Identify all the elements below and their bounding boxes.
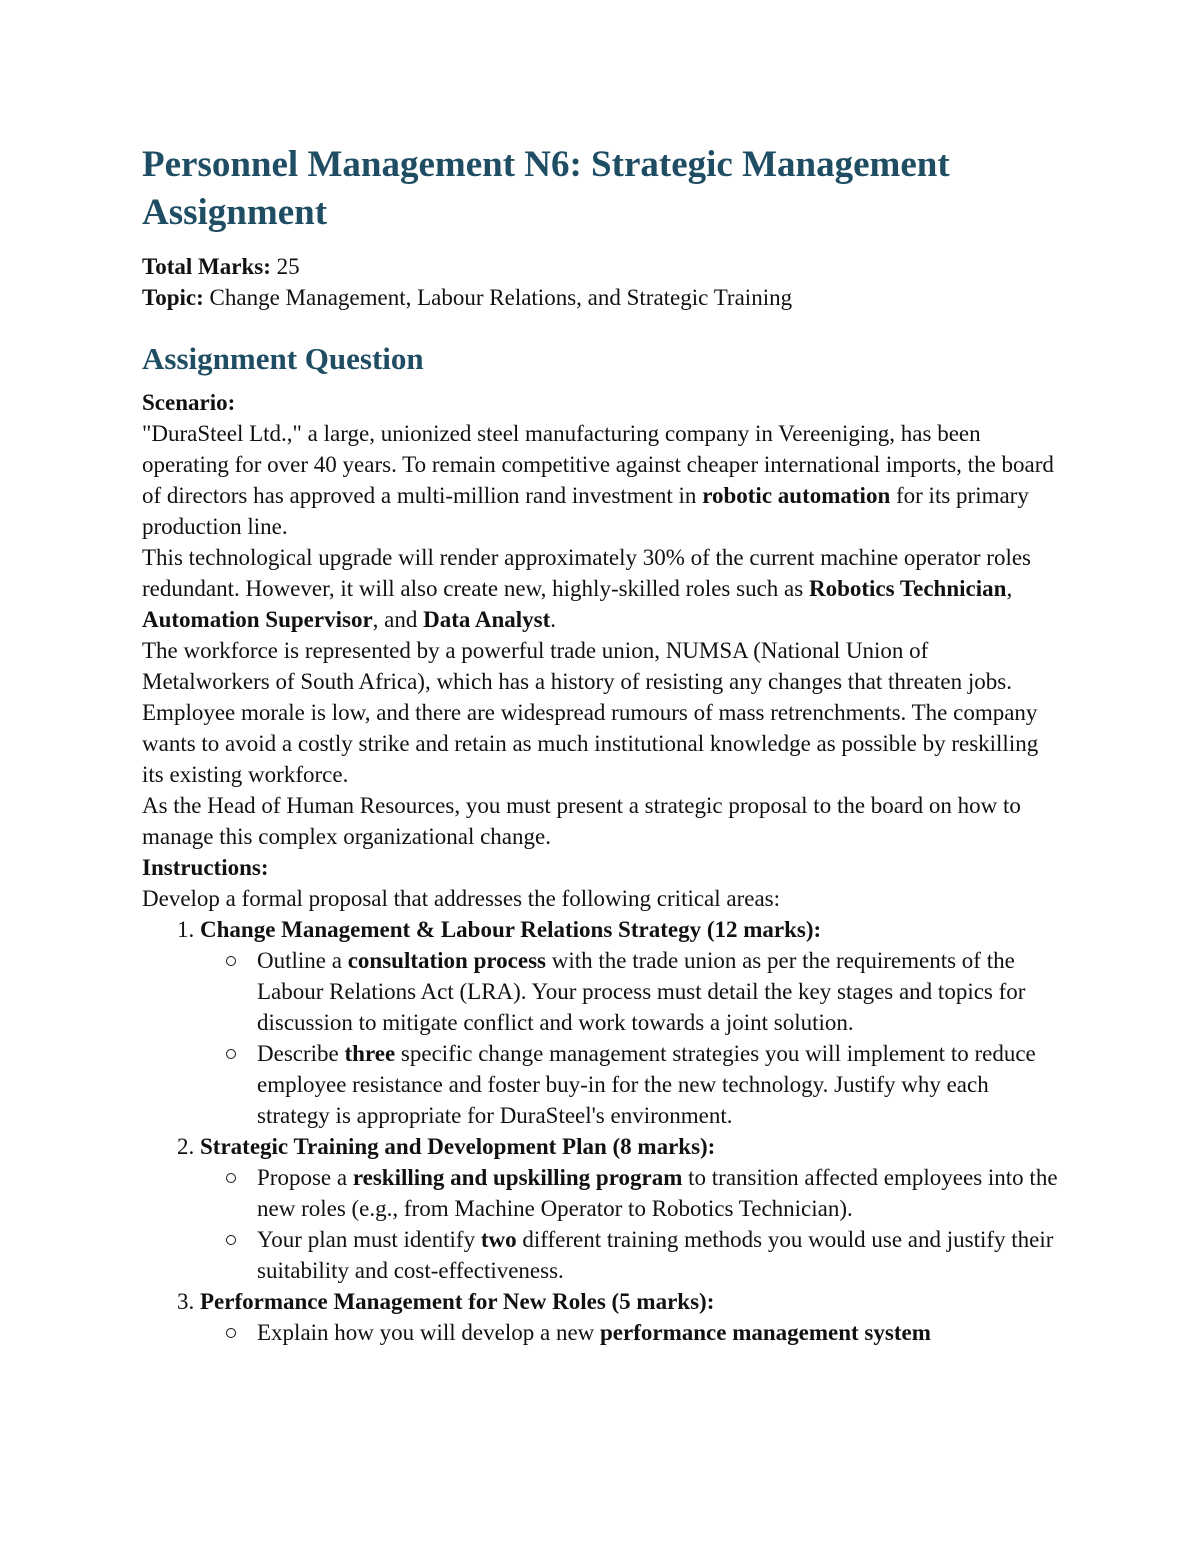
scenario-label: Scenario: — [142, 390, 236, 415]
sub-list-item — [257, 1038, 1060, 1131]
scenario-paragraph-4: As the Head of Human Resources, you must present a strategic proposal to the board on how to manage this complex organizational change. — [142, 793, 1021, 849]
bullet-text-a: Outline a — [257, 948, 348, 973]
scenario-paragraph-3: The workforce is represented by a powerful trade union, NUMSA (National Union of Metalworkers of South Africa), which has a history of resisting any changes that threaten jobs. Employee morale is low, and there are widespread rumours of mass retrenchments. The company wants to avoid a costly strike and retain as much institutional knowledge as possible by reskilling its existing workforce. — [142, 638, 1039, 787]
bullet-bold: three — [344, 1041, 396, 1066]
bullet-text-a: Propose a — [257, 1165, 353, 1190]
scenario-p2-sep-1: , — [1006, 576, 1013, 601]
sub-list — [200, 945, 1060, 1131]
sub-list-item — [257, 1317, 1060, 1348]
scenario-paragraph-2 — [142, 542, 1060, 635]
list-item — [200, 1286, 1060, 1348]
sub-list — [200, 1162, 1060, 1286]
instructions-list — [142, 914, 1060, 1348]
scenario-paragraph-1 — [142, 418, 1060, 542]
scenario-p2-role-3: Data Analyst — [423, 607, 551, 632]
bullet-text-b: with the trade union as per the requirements of the Labour Relations Act (LRA). Your process must detail the key stages and topics for discussion to mitigate conflict and work towards a joint solution. — [257, 948, 1026, 1035]
bullet-bold: consultation process — [347, 948, 546, 973]
section-heading: Assignment Question — [142, 341, 424, 376]
item-title: Change Management & Labour Relations Strategy (12 marks): — [200, 917, 822, 942]
list-item — [200, 914, 1060, 1131]
instructions-label: Instructions: — [142, 855, 269, 880]
list-item — [200, 1131, 1060, 1286]
sub-list-item — [257, 1224, 1060, 1286]
item-title: Performance Management for New Roles (5 marks): — [200, 1289, 715, 1314]
total-marks-value: 25 — [276, 254, 300, 279]
topic-label: Topic: — [142, 285, 204, 310]
bullet-bold: reskilling and upskilling program — [352, 1165, 683, 1190]
scenario-p2-end: . — [550, 607, 557, 632]
sub-list-item — [257, 945, 1060, 1038]
topic-line — [142, 282, 1060, 313]
bullet-bold: performance management system — [600, 1320, 931, 1345]
instructions-intro: Develop a formal proposal that addresses the following critical areas: — [142, 886, 781, 911]
total-marks-label: Total Marks: — [142, 254, 271, 279]
scenario-p1-text-a: "DuraSteel Ltd.," a large, unionized steel manufacturing company in Vereeniging, has been operating for over 40 years. To remain competitive against cheaper international imports, the board of directors has approved a multi-million rand investment in — [142, 421, 1054, 508]
document-title: Personnel Management N6: Strategic Management Assignment — [142, 144, 950, 233]
total-marks-line — [142, 251, 1060, 282]
sub-list-item — [257, 1162, 1060, 1224]
bullet-text-a: Explain how you will develop a new — [257, 1320, 601, 1345]
bullet-text-a: Describe — [257, 1041, 345, 1066]
topic-value: Change Management, Labour Relations, and Strategic Training — [209, 285, 793, 310]
bullet-text-b: to transition affected employees into the new roles (e.g., from Machine Operator to Robotics Technician). — [257, 1165, 1058, 1221]
sub-list — [200, 1317, 1060, 1348]
bullet-text-a: Your plan must identify — [257, 1227, 481, 1252]
scenario-p2-role-2: Automation Supervisor — [142, 607, 373, 632]
item-title: Strategic Training and Development Plan (8 marks): — [200, 1134, 716, 1159]
scenario-p2-sep-2: , and — [372, 607, 424, 632]
bullet-text-b: specific change management strategies you will implement to reduce employee resistance and foster buy-in for the new technology. Justify why each strategy is appropriate for DuraSteel's environment. — [257, 1041, 1036, 1128]
scenario-p2-text-a: This technological upgrade will render approximately 30% of the current machine operator roles redundant. However, it will also create new, highly-skilled roles such as — [142, 545, 1032, 601]
scenario-p1-text-b: for its primary production line. — [142, 483, 1029, 539]
scenario-p2-role-1: Robotics Technician — [808, 576, 1007, 601]
bullet-text-b: different training methods you would use and justify their suitability and cost-effectiveness. — [257, 1227, 1054, 1283]
bullet-bold: two — [480, 1227, 517, 1252]
scenario-p1-bold: robotic automation — [702, 483, 891, 508]
